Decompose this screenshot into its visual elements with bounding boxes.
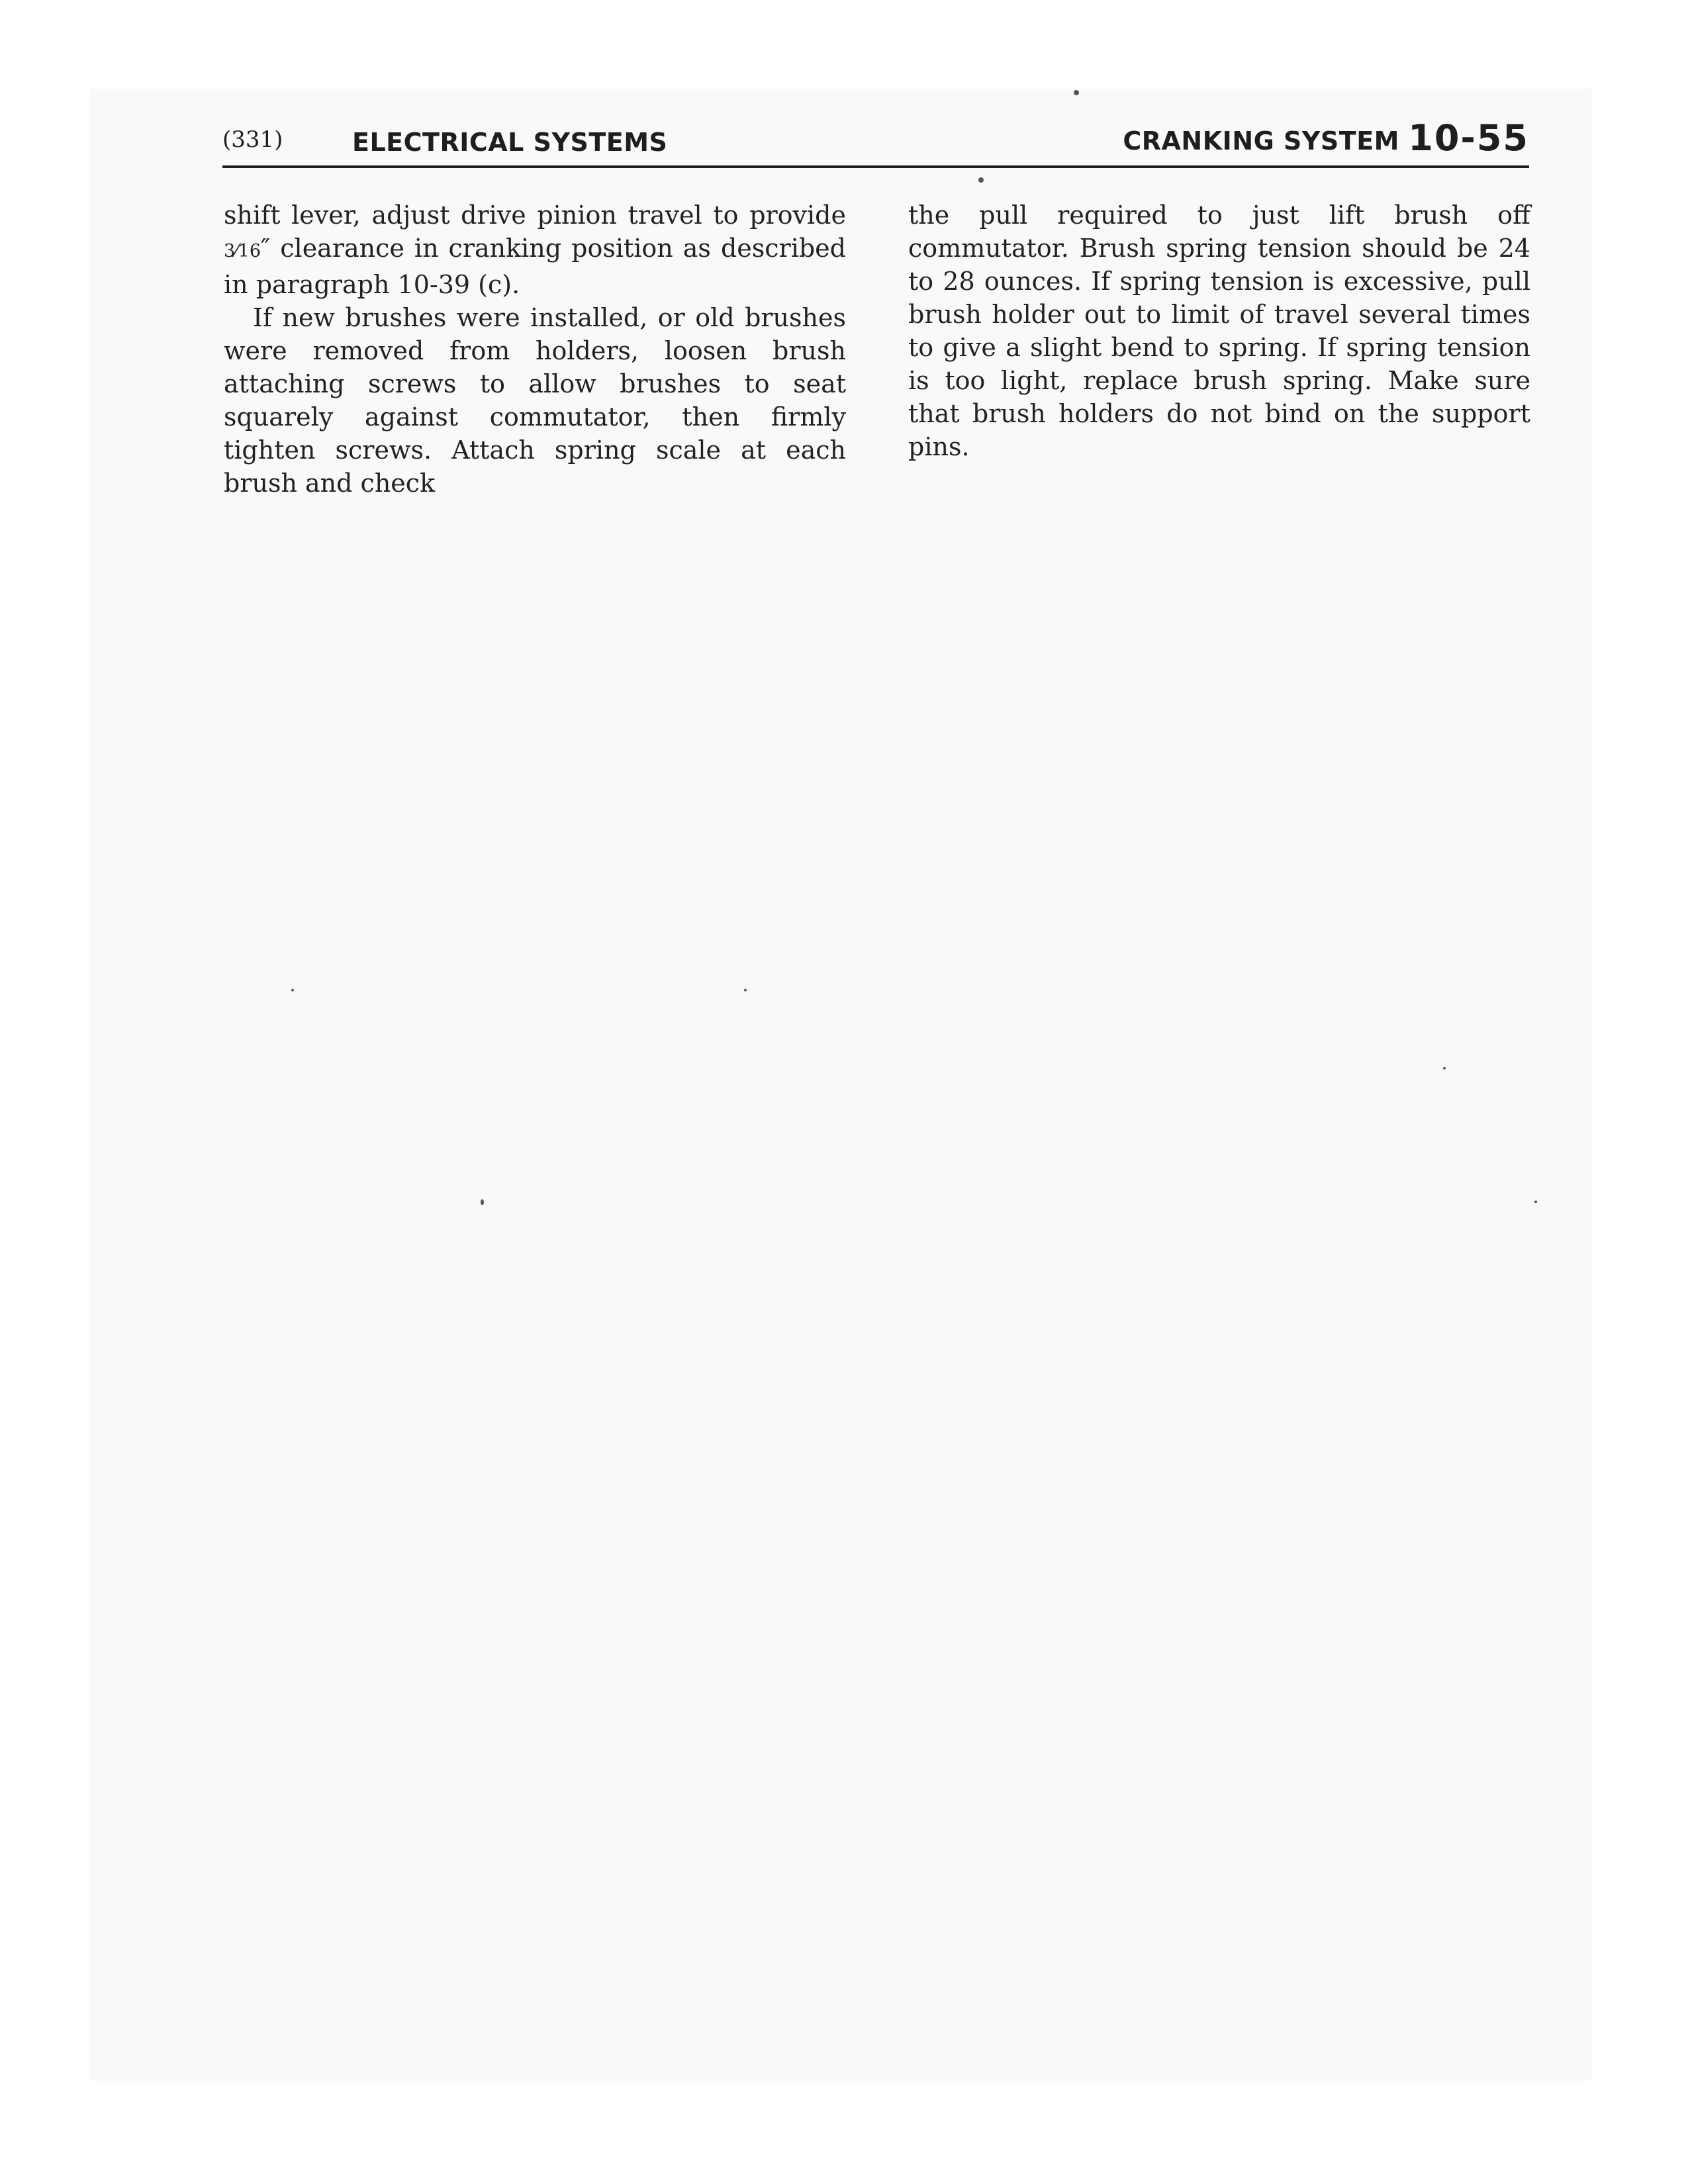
paragraph-text: ″ clearance in cranking position as described in paragraph 10-39 (c). bbox=[224, 234, 846, 299]
running-header bbox=[222, 117, 1529, 168]
chapter-title: CRANKING SYSTEM bbox=[1123, 126, 1399, 156]
scan-speck bbox=[744, 989, 747, 991]
paragraph: the pull required to just lift brush off commutator. Brush spring tension should be 24 to 28 ounces. If spring tension is excessive, pull brush holder out to limit of travel several times to give a slight bend to spring. If spring tension is too light, replace brush spring. Make sure that brush holders do not bind on the support pins. bbox=[908, 201, 1530, 461]
paragraph bbox=[224, 199, 846, 301]
fraction: 3⁄16 bbox=[224, 241, 261, 261]
scan-speck bbox=[481, 1199, 484, 1205]
page-reference: 10-55 bbox=[1408, 117, 1529, 159]
paragraph-text: shift lever, adjust drive pinion travel to provide bbox=[224, 201, 846, 230]
right-column bbox=[908, 199, 1530, 463]
scan-speck bbox=[1534, 1201, 1537, 1203]
section-title: ELECTRICAL SYSTEMS bbox=[352, 128, 668, 157]
paragraph: If new brushes were installed, or old brushes were removed from holders, loosen brush attaching screws to allow brushes to seat squarely against commutator, then firmly tighten screws. Attach spring scale at each brush and check bbox=[224, 303, 846, 498]
scan-speck bbox=[1443, 1067, 1446, 1069]
scan-speck bbox=[291, 989, 294, 991]
scan-speck bbox=[1074, 90, 1079, 95]
left-column bbox=[224, 199, 846, 500]
page-number: (331) bbox=[222, 126, 283, 153]
scan-speck bbox=[978, 177, 984, 183]
